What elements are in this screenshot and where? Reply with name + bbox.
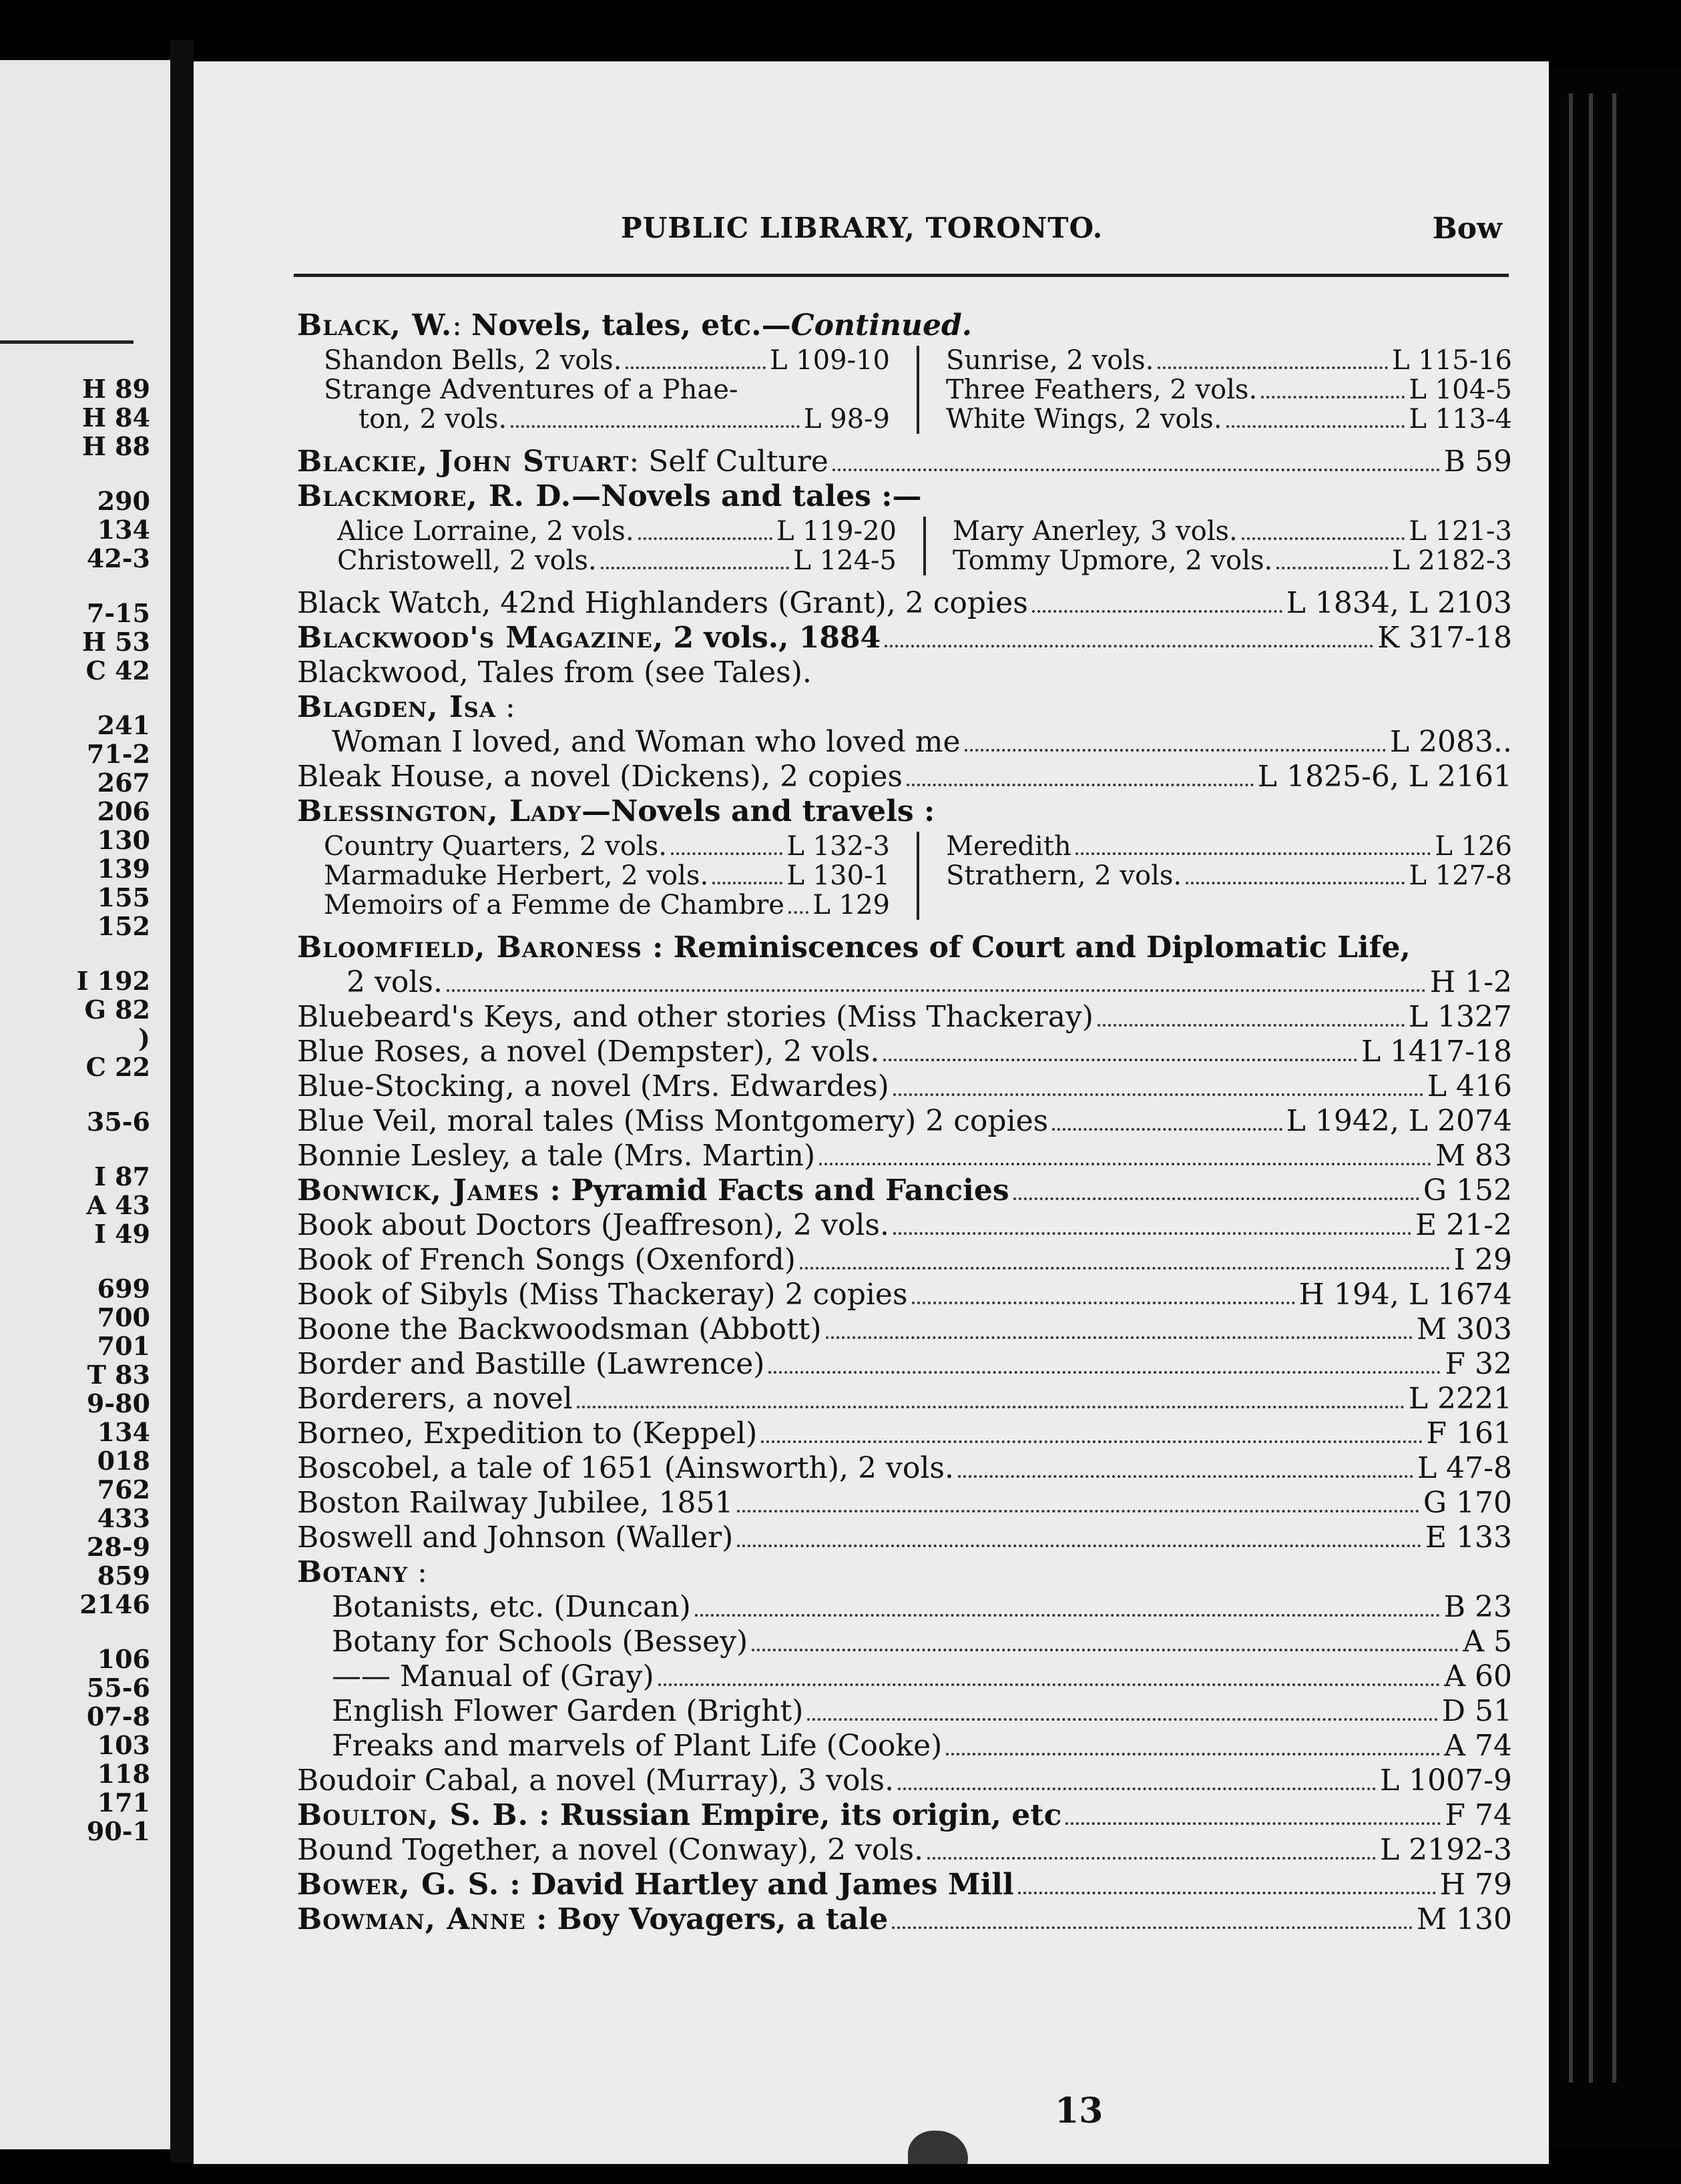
left-page-number: 701	[97, 1331, 150, 1361]
sublist-left	[324, 832, 890, 920]
catalogue-entry	[297, 1868, 1512, 1902]
dot-leader	[800, 1267, 1450, 1270]
catalogue-page	[194, 61, 1549, 2164]
sublist-entry	[324, 832, 890, 861]
catalogue-entry	[297, 1347, 1512, 1382]
dot-leader	[912, 1302, 1295, 1304]
sublist-entry	[324, 861, 890, 890]
entry-title: Strange Adventures of a Phae-	[324, 374, 738, 405]
left-page-number: I 49	[94, 1219, 150, 1249]
entry-title: Country Quarters, 2 vols.	[324, 831, 667, 862]
entry-title: Bluebeard's Keys, and other stories (Miss Thackeray)	[297, 1000, 1094, 1034]
left-page-number: 55-6	[86, 1673, 150, 1703]
column-divider	[917, 832, 919, 920]
entry-heading-blessington: Blessington, Lady—Novels and travels :	[297, 794, 935, 828]
shelf-ref: F 74	[1445, 1798, 1512, 1832]
right-page-edge	[1549, 67, 1681, 2149]
left-page-number: 90-1	[86, 1816, 150, 1846]
two-column-sublist-blackmore	[297, 517, 1512, 575]
dot-leader	[788, 911, 808, 914]
left-page-number: 762	[97, 1474, 150, 1505]
dot-leader	[1052, 1128, 1282, 1131]
dot-leader	[893, 1232, 1411, 1235]
shelf-ref: B 59	[1443, 445, 1512, 479]
shelf-ref: L 1834, L 2103	[1286, 586, 1512, 620]
shelf-ref: L 124-5	[793, 545, 897, 576]
catalogue-entry	[297, 1104, 1512, 1139]
catalogue-entry	[297, 1833, 1512, 1868]
sublist-entry	[946, 404, 1512, 434]
left-page-number: 103	[97, 1730, 150, 1760]
shelf-ref: L 119-20	[776, 516, 897, 547]
shelf-ref: K 317-18	[1377, 621, 1512, 655]
shelf-ref: L 2182-3	[1391, 545, 1512, 576]
catalogue-entry	[297, 1278, 1512, 1312]
entry-title: Borderers, a novel	[297, 1382, 573, 1416]
entry-title: Sunrise, 2 vols.	[946, 345, 1154, 376]
left-page-number: 267	[97, 768, 150, 798]
running-head-title: PUBLIC LIBRARY, TORONTO.	[621, 212, 1104, 244]
shelf-ref: L 132-3	[786, 831, 890, 862]
left-page-number: 35-6	[86, 1107, 150, 1137]
sublist-entry	[953, 546, 1512, 575]
shelf-ref: L 130-1	[786, 860, 890, 891]
entry-desc: Novels, tales, etc.—	[471, 308, 791, 342]
shelf-ref: A 60	[1444, 1659, 1512, 1693]
entry-title: Shandon Bells, 2 vols.	[324, 345, 622, 376]
left-page-number: I 87	[94, 1161, 150, 1191]
left-page-number: 859	[97, 1561, 150, 1591]
entry-heading-black: Black, W.: Novels, tales, etc.—Continued.	[297, 308, 973, 342]
shelf-ref: G 152	[1423, 1173, 1512, 1207]
dot-leader	[892, 1926, 1413, 1929]
shelf-ref: L 1327	[1408, 1000, 1512, 1034]
entry-title: Bonwick, James : Pyramid Facts and Fancies	[297, 1173, 1009, 1207]
shelf-ref: G 170	[1423, 1486, 1512, 1520]
dot-leader	[671, 852, 782, 855]
left-page-number: 171	[97, 1788, 150, 1818]
entry-title: Strathern, 2 vols.	[946, 860, 1182, 891]
entry-title: Boudoir Cabal, a novel (Murray), 3 vols.	[297, 1763, 895, 1798]
dot-leader	[1013, 1197, 1419, 1200]
dot-leader	[511, 425, 800, 428]
dot-leader	[1276, 567, 1388, 569]
dot-leader	[658, 1683, 1441, 1686]
left-page-number: 106	[97, 1644, 150, 1674]
sublist-entry	[337, 517, 897, 546]
entry-title: Book about Doctors (Jeaffreson), 2 vols.	[297, 1208, 889, 1242]
catalogue-entry	[297, 1451, 1512, 1486]
catalogue-entry	[297, 1035, 1512, 1069]
entry-title: Border and Bastille (Lawrence)	[297, 1347, 765, 1381]
entry-bloomfield: Bloomfield, Baroness : Reminiscences of Court and Diplomatic Life,	[297, 930, 1411, 965]
running-head	[194, 212, 1502, 252]
dot-leader	[626, 366, 766, 369]
shelf-ref: E 133	[1425, 1521, 1512, 1555]
shelf-ref: H 79	[1439, 1868, 1512, 1902]
shelf-ref: B 23	[1443, 1590, 1512, 1624]
sublist-entry	[946, 832, 1512, 861]
left-page-number: H 88	[81, 431, 150, 461]
author-name: Bowman, Anne	[297, 1902, 526, 1936]
left-page-number: 7-15	[86, 598, 150, 628]
entry-title: Black Watch, 42nd Highlanders (Grant), 2 copies	[297, 586, 1028, 620]
entry-title: Three Feathers, 2 vols.	[946, 374, 1258, 405]
left-page-number: T 83	[87, 1360, 150, 1390]
left-page-number: H 53	[81, 627, 150, 657]
shelf-ref: M 303	[1416, 1312, 1512, 1346]
dot-leader	[1261, 396, 1405, 398]
shelf-ref: L 1825-6, L 2161	[1257, 760, 1512, 794]
entry-title: Freaks and marvels of Plant Life (Cooke)	[332, 1729, 943, 1763]
botany-entry	[297, 1694, 1512, 1729]
dot-leader	[712, 882, 782, 884]
entry-title: Tommy Upmore, 2 vols.	[953, 545, 1273, 576]
shelf-ref: L 98-9	[803, 404, 890, 435]
shelf-ref: L 47-8	[1417, 1451, 1512, 1485]
column-divider	[917, 346, 919, 434]
entry-title: Bonnie Lesley, a tale (Mrs. Martin)	[297, 1139, 816, 1173]
left-page-fragment	[0, 60, 170, 2149]
dot-leader	[946, 1753, 1440, 1755]
entry-title: Blackwood, Tales from (see Tales).	[297, 655, 812, 690]
author-name: Black, W.	[297, 308, 453, 342]
left-page-number: )	[138, 1023, 150, 1053]
dot-leader	[1018, 1892, 1436, 1894]
shelf-ref: L 1007-9	[1379, 1763, 1512, 1798]
catalogue-entry	[297, 1208, 1512, 1243]
page-edge-stripe	[1589, 93, 1593, 2083]
entry-title: Bower, G. S. : David Hartley and James Mill	[297, 1868, 1014, 1902]
dot-leader	[577, 1406, 1405, 1408]
dot-leader	[761, 1440, 1422, 1443]
dot-leader	[1075, 852, 1431, 855]
shelf-ref: L 109-10	[769, 345, 890, 376]
sublist-entry	[946, 375, 1512, 404]
left-page-number: 699	[97, 1274, 150, 1304]
left-page-number: 134	[97, 515, 150, 545]
sublist-left	[324, 346, 890, 434]
entry-title: English Flower Garden (Bright)	[332, 1694, 804, 1728]
left-page-number: 28-9	[86, 1532, 150, 1562]
dot-leader	[1242, 537, 1405, 540]
entry-title: Boone the Backwoodsman (Abbott)	[297, 1312, 822, 1346]
dot-leader	[819, 1163, 1431, 1165]
shelf-ref: I 29	[1453, 1243, 1512, 1277]
dot-leader	[737, 1510, 1419, 1513]
page-edge-stripe	[1612, 93, 1616, 2083]
shelf-ref: F 32	[1445, 1347, 1512, 1381]
catchword: Bow	[1432, 212, 1502, 246]
shelf-ref: L 1417-18	[1361, 1035, 1512, 1069]
dot-leader	[826, 1336, 1413, 1339]
author-name: Blackwood's Magazine	[297, 621, 653, 655]
left-page-number: A 43	[86, 1190, 150, 1220]
left-page-number: I 192	[76, 966, 150, 996]
dot-leader	[1098, 1024, 1405, 1027]
catalogue-entry	[297, 1139, 1512, 1173]
entry-heading-blagden: Blagden, Isa :	[297, 690, 515, 724]
entry-title: Alice Lorraine, 2 vols.	[337, 516, 634, 547]
entry-title: Blue Veil, moral tales (Miss Montgomery) 2 copies	[297, 1104, 1049, 1138]
sublist-entry	[953, 517, 1512, 546]
entry-title: Blue-Stocking, a novel (Mrs. Edwardes)	[297, 1069, 889, 1103]
sublist-left	[337, 517, 897, 575]
shelf-ref: E 21-2	[1415, 1208, 1512, 1242]
entry-title: Bound Together, a novel (Conway), 2 vols.	[297, 1833, 924, 1867]
author-name: Bonwick, James	[297, 1173, 540, 1207]
continued-label: Continued.	[790, 308, 973, 342]
entry-title: Boscobel, a tale of 1651 (Ainsworth), 2 vols.	[297, 1451, 954, 1485]
shelf-ref: L 416	[1427, 1069, 1512, 1103]
shelf-ref: L 2221	[1408, 1382, 1512, 1416]
shelf-ref: L 121-3	[1409, 516, 1512, 547]
author-name: Bower, G. S.	[297, 1868, 500, 1902]
sublist-right	[946, 832, 1512, 920]
catalogue-entry	[297, 586, 1512, 621]
entry-title: Blackwood's Magazine, 2 vols., 1884	[297, 621, 881, 655]
shelf-ref: D 51	[1441, 1694, 1512, 1728]
left-page-number: 42-3	[86, 543, 150, 573]
entry-title: Boulton, S. B. : Russian Empire, its origin, etc	[297, 1798, 1062, 1832]
entries-list	[297, 1000, 1512, 1555]
entry-title: —— Manual of (Gray)	[332, 1659, 654, 1693]
entry-title: Meredith	[946, 831, 1071, 862]
sublist-entry	[324, 404, 890, 434]
left-page-number: C 42	[85, 655, 150, 686]
tail-entries	[297, 1763, 1512, 1937]
shelf-ref: L 104-5	[1409, 374, 1512, 405]
entry-title: Mary Anerley, 3 vols.	[953, 516, 1238, 547]
book-gutter	[170, 40, 194, 2163]
entry-title: Memoirs of a Femme de Chambre	[324, 890, 784, 920]
left-page-number: 433	[97, 1503, 150, 1533]
left-page-number: 155	[97, 882, 150, 912]
entry-title: Marmaduke Herbert, 2 vols.	[324, 860, 709, 891]
shelf-ref: L 126	[1435, 831, 1512, 862]
entry-heading-blackmore: Blackmore, R. D.—Novels and tales :—	[297, 479, 922, 513]
dot-leader	[638, 537, 772, 540]
sublist-entry	[324, 346, 890, 375]
entry-blagden-title: Woman I loved, and Woman who loved me L 2083..	[332, 725, 1512, 759]
shelf-ref: L 2083..	[1389, 725, 1512, 759]
mid-entries	[297, 586, 1512, 690]
dot-leader	[1226, 425, 1405, 428]
sublist-right	[953, 517, 1512, 575]
botany-entry	[297, 1729, 1512, 1763]
shelf-ref: L 113-4	[1409, 404, 1512, 435]
entry-title: ton, 2 vols.	[358, 404, 507, 435]
left-page-number: 290	[97, 486, 150, 516]
catalogue-entry	[297, 1312, 1512, 1347]
left-page-number: G 82	[84, 995, 150, 1025]
dot-leader	[1186, 882, 1405, 884]
dot-leader	[893, 1093, 1423, 1096]
left-page-number: 139	[97, 854, 150, 884]
entry-title: Botanists, etc. (Duncan)	[332, 1590, 691, 1624]
two-column-sublist-blessington	[297, 832, 1512, 920]
catalogue-entry	[297, 1243, 1512, 1278]
catalogue-entry	[297, 621, 1512, 655]
shelf-ref: L 129	[812, 890, 890, 920]
dot-leader	[883, 1059, 1357, 1061]
entry-title: Borneo, Expedition to (Keppel)	[297, 1416, 758, 1450]
left-page-number: H 84	[81, 402, 150, 433]
left-page-number: 700	[97, 1302, 150, 1332]
shelf-ref: A 74	[1444, 1729, 1512, 1763]
page-number: 13	[1055, 2091, 1104, 2131]
left-page-number: H 89	[81, 374, 150, 404]
left-page-number: 9-80	[86, 1388, 150, 1418]
dot-leader	[1032, 610, 1282, 613]
catalogue-entry	[297, 1416, 1512, 1451]
shelf-ref: M 83	[1435, 1139, 1512, 1173]
dot-leader	[885, 645, 1373, 647]
botany-entry	[297, 1659, 1512, 1694]
dot-leader	[695, 1614, 1440, 1617]
left-page-number: 152	[97, 911, 150, 941]
ink-blot	[908, 2131, 968, 2164]
left-page-number: 118	[97, 1759, 150, 1789]
sublist-entry	[337, 546, 897, 575]
dot-leader	[601, 567, 790, 569]
entry-bleak-house: Bleak House, a novel (Dickens), 2 copies L 1825-6, L 2161	[297, 760, 1512, 794]
shelf-ref: L 115-16	[1391, 345, 1512, 376]
head-rule	[294, 274, 1509, 277]
dot-leader	[737, 1545, 1421, 1547]
left-page-number: 71-2	[86, 739, 150, 769]
shelf-ref: H 1-2	[1429, 965, 1512, 999]
entry-title: Boswell and Johnson (Waller)	[297, 1521, 734, 1555]
author-name: Boulton, S. B.	[297, 1798, 529, 1832]
shelf-ref: L 2192-3	[1379, 1833, 1512, 1867]
two-column-sublist-black	[297, 346, 1512, 434]
dot-leader	[752, 1649, 1459, 1651]
entry-title: White Wings, 2 vols.	[946, 404, 1222, 435]
left-page-number: 134	[97, 1417, 150, 1447]
catalogue-entry	[297, 1069, 1512, 1104]
sublist-entry	[324, 375, 890, 404]
left-page-number: C 22	[85, 1052, 150, 1082]
entry-heading-botany: Botany :	[297, 1555, 427, 1589]
entry-blackie: Blackie, John Stuart: Self Culture B 59	[297, 445, 1512, 479]
left-page-number: 07-8	[86, 1701, 150, 1731]
catalogue-entry	[297, 1763, 1512, 1798]
sublist-right	[946, 346, 1512, 434]
catalogue-entry	[297, 655, 1512, 690]
catalogue-entry	[297, 1798, 1512, 1833]
dot-leader	[1065, 1822, 1441, 1825]
dot-leader	[958, 1475, 1413, 1478]
sublist-entry	[946, 346, 1512, 375]
entry-title: Blue Roses, a novel (Dempster), 2 vols.	[297, 1035, 880, 1069]
entry-title: Book of French Songs (Oxenford)	[297, 1243, 796, 1277]
dot-leader	[807, 1718, 1437, 1721]
left-page-number: 241	[97, 710, 150, 740]
dot-leader	[927, 1857, 1376, 1860]
entry-title: Boston Railway Jubilee, 1851	[297, 1486, 734, 1520]
shelf-ref: H 194, L 1674	[1298, 1278, 1512, 1312]
entry-title: Botany for Schools (Bessey)	[332, 1625, 748, 1659]
catalogue-entry	[297, 1902, 1512, 1937]
left-page-number: 018	[97, 1446, 150, 1476]
left-page-number: 2146	[79, 1589, 150, 1619]
entry-title: Bowman, Anne : Boy Voyagers, a tale	[297, 1902, 889, 1936]
shelf-ref: A 5	[1463, 1625, 1512, 1659]
column-divider	[923, 517, 926, 575]
sublist-entry	[324, 890, 890, 920]
sublist-entry	[946, 861, 1512, 890]
catalogue-entry	[297, 1173, 1512, 1208]
entry-title: Book of Sibyls (Miss Thackeray) 2 copies	[297, 1278, 908, 1312]
shelf-ref: F 161	[1426, 1416, 1512, 1450]
catalogue-entry	[297, 1486, 1512, 1521]
shelf-ref: L 1942, L 2074	[1286, 1104, 1512, 1138]
shelf-ref: L 127-8	[1409, 860, 1512, 891]
shelf-ref: M 130	[1416, 1902, 1512, 1936]
dot-leader	[1158, 366, 1388, 369]
botany-entry	[297, 1625, 1512, 1659]
left-page-number: 206	[97, 796, 150, 826]
botany-entry	[297, 1590, 1512, 1625]
page-edge-stripe	[1569, 93, 1573, 2083]
left-page-rule	[0, 340, 134, 344]
entry-bloomfield-cont: 2 vols. H 1-2	[346, 965, 1512, 999]
left-page-number: 130	[97, 825, 150, 855]
catalogue-entries	[297, 308, 1512, 1937]
catalogue-entry	[297, 1382, 1512, 1416]
dot-leader	[768, 1371, 1441, 1374]
catalogue-entry	[297, 1000, 1512, 1035]
catalogue-entry	[297, 1521, 1512, 1555]
botany-sublist	[297, 1590, 1512, 1763]
entry-title: Christowell, 2 vols.	[337, 545, 597, 576]
dot-leader	[898, 1788, 1376, 1790]
